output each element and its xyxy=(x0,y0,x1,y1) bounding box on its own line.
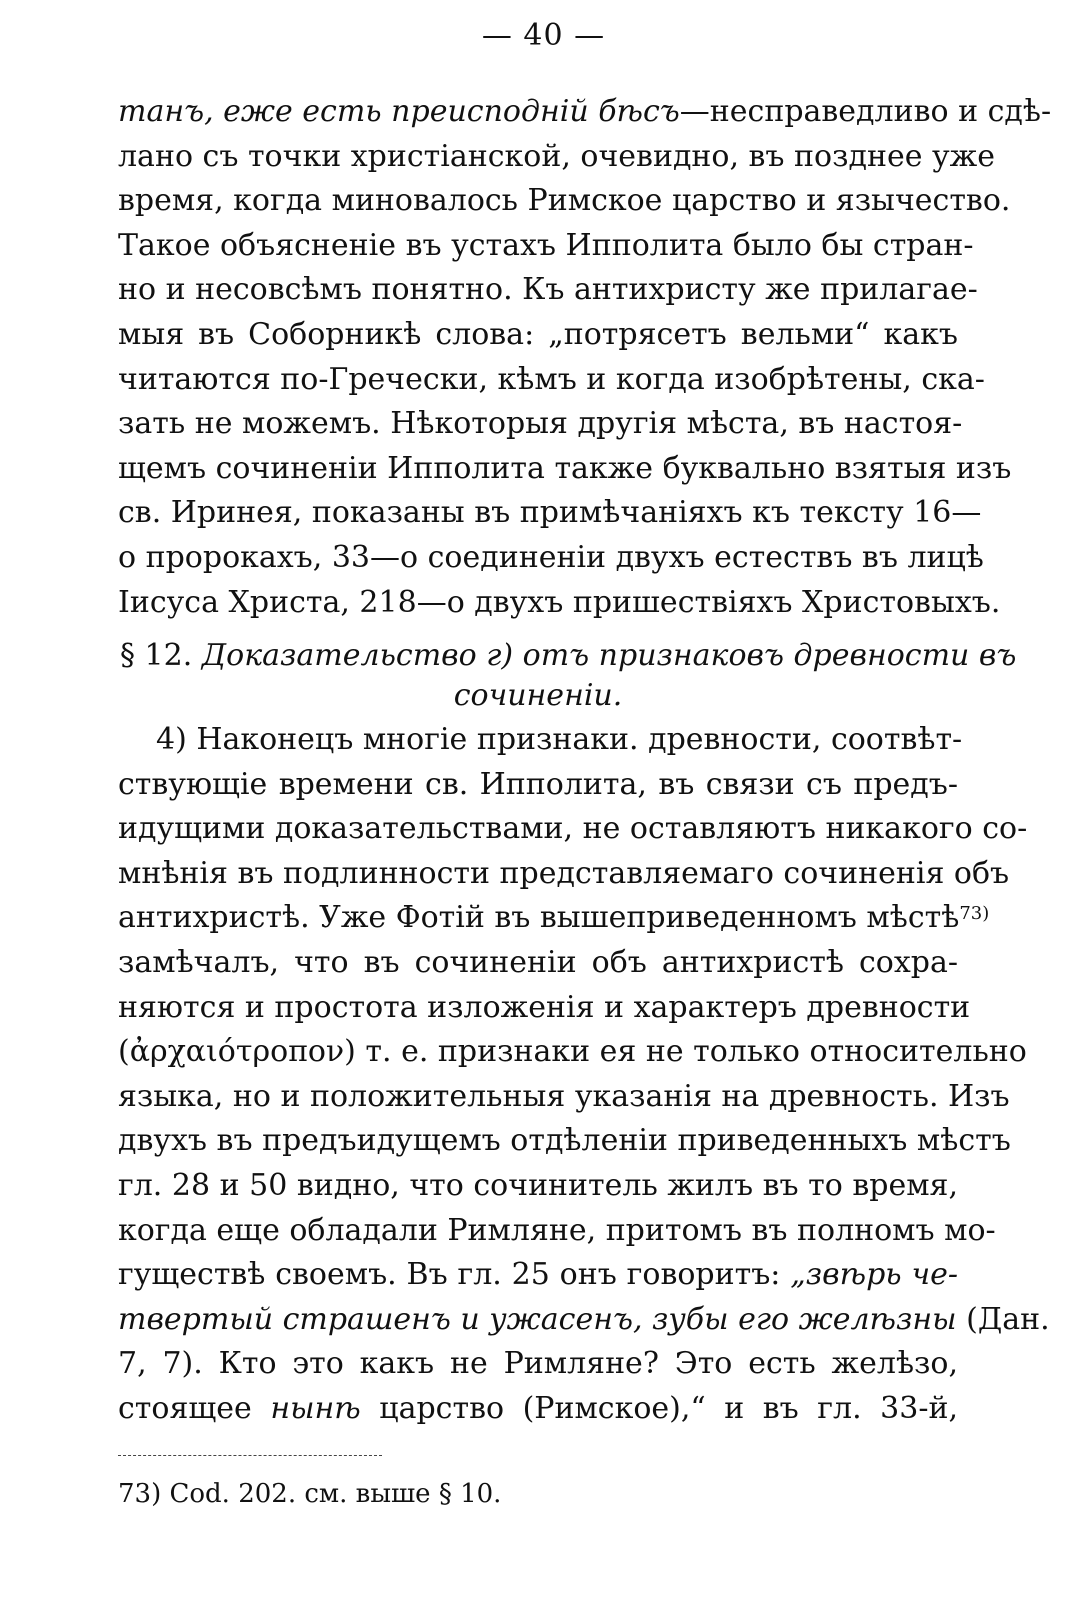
text-run: (Дан. xyxy=(956,1301,1050,1337)
text-run: мыя въ Соборникѣ слова: „потрясетъ вельми“ какъ xyxy=(118,316,958,352)
text-line xyxy=(118,135,995,180)
text-line xyxy=(118,763,958,808)
section-heading xyxy=(118,636,1017,716)
text-line xyxy=(118,1298,1050,1343)
text-run: —несправедливо и сдѣ- xyxy=(679,94,1052,129)
text-line xyxy=(118,807,1028,852)
text-run: мнѣнiя въ подлинности представляемаго сочиненiя объ xyxy=(118,855,1010,891)
footnote-reference[interactable]: 73) xyxy=(959,903,990,925)
text-line xyxy=(118,1075,1010,1120)
text-line xyxy=(118,90,1052,135)
text-line xyxy=(118,1164,958,1209)
text-run: языка, но и положительныя указанiя на древность. Изъ xyxy=(118,1078,1010,1114)
text-run: но и несовсѣмъ понятно. Къ антихристу же прилагае- xyxy=(118,272,978,308)
text-line xyxy=(118,536,984,581)
section-number: § 12. xyxy=(120,638,193,673)
text-line xyxy=(118,358,985,403)
footnote-73: 73) Cod. 202. см. выше § 10. xyxy=(118,1479,502,1509)
text-run: идущими доказательствами, не оставляютъ никакого со- xyxy=(118,811,1028,847)
text-run: гуществѣ своемъ. Въ гл. 25 онъ говоритъ: xyxy=(118,1257,791,1293)
text-run: царство (Римское),“ и въ гл. 33-й, xyxy=(360,1390,958,1426)
text-run: стоящее xyxy=(118,1390,271,1426)
text-run: Iисуса Христа, 218—о двухъ пришествiяхъ Христовыхъ. xyxy=(118,584,1001,620)
text-line xyxy=(118,1387,958,1432)
text-line xyxy=(118,402,963,447)
text-line xyxy=(118,941,958,986)
footnote-divider xyxy=(118,1455,382,1456)
paragraph-main xyxy=(118,718,1050,1432)
section-title-continuation: сочиненiи. xyxy=(453,678,623,713)
text-run: 7, 7). Кто это какъ не Римляне? Это есть желѣзо, xyxy=(118,1346,958,1382)
text-run: няются и простота изложенiя и характеръ древности xyxy=(118,989,971,1025)
text-run: читаются по-Гречески, кѣмъ и когда изобрѣтены, ска- xyxy=(118,361,985,397)
italic-text: танъ, еже есть преисподнiй бѣсъ xyxy=(118,94,680,129)
text-run: Такое объясненiе въ устахъ Ипполита было бы стран- xyxy=(118,227,974,263)
text-run: о пророкахъ, 33—о соединенiи двухъ естествъ въ лицѣ xyxy=(118,539,984,575)
text-line xyxy=(118,1209,996,1254)
text-line xyxy=(118,896,990,941)
text-line xyxy=(118,718,963,763)
text-run: зать не можемъ. Нѣкоторыя другiя мѣста, въ настоя- xyxy=(118,406,963,442)
text-line xyxy=(118,852,1010,897)
text-line xyxy=(118,313,958,358)
text-run: антихристѣ. Уже Фотiй въ вышеприведенномъ мѣстѣ xyxy=(118,900,960,936)
text-run: 4) Наконецъ многiе признаки. древности, соотвѣт- xyxy=(156,722,963,757)
text-line xyxy=(118,581,1001,626)
italic-text: нынѣ xyxy=(270,1390,361,1426)
italic-text: „звѣрь че- xyxy=(790,1257,958,1293)
italic-text: твертый страшенъ и ужасенъ, зубы его желѣзны xyxy=(118,1301,957,1337)
text-line xyxy=(118,268,978,313)
text-run: замѣчалъ, что въ сочиненiи объ антихристѣ сохра- xyxy=(118,944,958,980)
text-run: когда еще обладали Римляне, притомъ въ полномъ мо- xyxy=(118,1212,996,1248)
text-line xyxy=(118,986,971,1031)
page-number: — 40 — xyxy=(481,18,606,53)
text-line xyxy=(118,491,982,536)
text-line xyxy=(118,1119,1011,1164)
text-run: время, когда миновалось Римское царство и язычество. xyxy=(118,183,1011,219)
text-run: гл. 28 и 50 видно, что сочинитель жилъ въ то время, xyxy=(118,1167,958,1203)
section-heading-line-1 xyxy=(118,636,1017,676)
text-run: лано съ точки христiанской, очевидно, въ позднее уже xyxy=(118,138,995,174)
text-line xyxy=(118,1253,958,1298)
text-line xyxy=(118,1342,958,1387)
text-line xyxy=(118,224,974,269)
text-line xyxy=(118,447,1012,492)
text-run: св. Иринея, показаны въ примѣчанiяхъ къ тексту 16— xyxy=(118,495,982,531)
text-line xyxy=(118,179,1011,224)
text-run: щемъ сочиненiи Ипполита также буквально взятыя изъ xyxy=(118,450,1012,486)
paragraph-continuation xyxy=(118,90,1052,625)
text-run: ствующiе времени св. Ипполита, въ связи съ предъ- xyxy=(118,766,958,802)
text-run: двухъ въ предъидущемъ отдѣленiи приведенныхъ мѣстъ xyxy=(118,1123,1011,1159)
text-run: (ἀρχαιότροπον) т. е. признаки ея не только относительно xyxy=(118,1034,1027,1070)
text-line xyxy=(118,1030,1027,1075)
section-title: Доказательство г) отъ признаковъ древности въ xyxy=(201,638,1017,673)
